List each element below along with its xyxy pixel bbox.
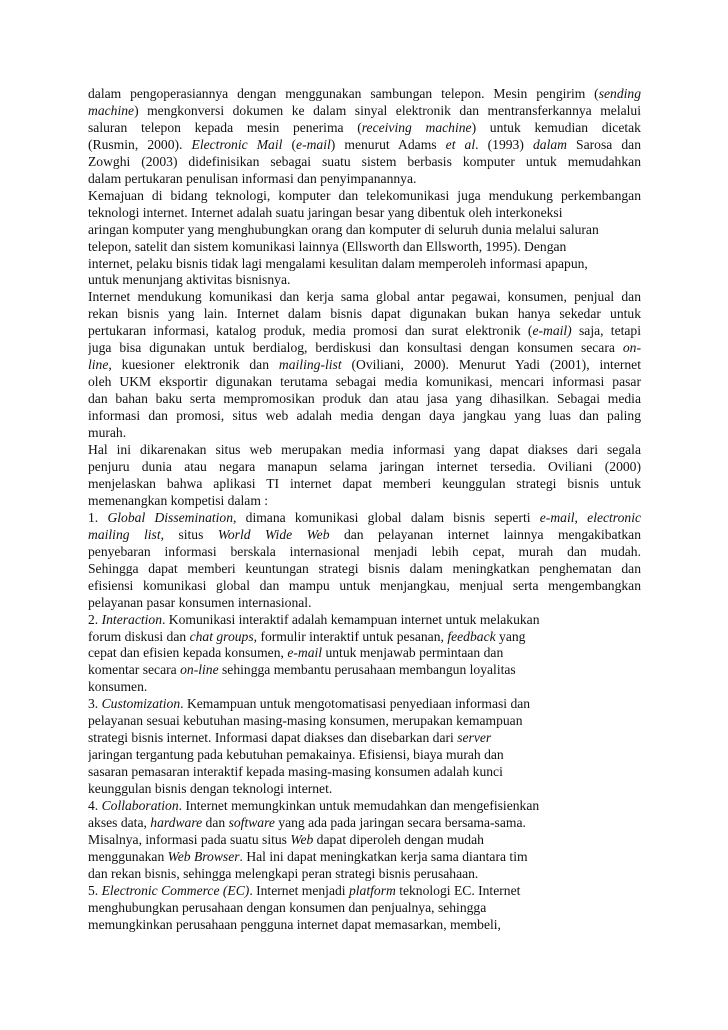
italic-text: Collaboration <box>101 798 179 814</box>
text-line <box>88 459 641 476</box>
body-text: . Kemampuan untuk mengotomatisasi penyediaan informasi dan <box>180 696 531 712</box>
italic-text: Web Browser <box>167 848 240 864</box>
body-text: , dimana komunikasi global dalam bisnis seperti <box>233 509 540 525</box>
text-line <box>88 662 641 679</box>
text-line <box>88 425 641 442</box>
body-text: dan bahan baku serta mempromosikan produk dan atau jasa yang dihasilkan. Sebagai media <box>88 391 641 407</box>
body-text: penyebaran informasi berskala internasional menjadi lebih cepat, murah dan mudah. <box>88 543 641 559</box>
body-text: menggunakan <box>88 848 168 864</box>
text-line <box>88 917 641 934</box>
body-text: dapat diperoleh dengan mudah <box>313 831 484 847</box>
body-text: menjelaskan bahwa aplikasi TI internet dapat memberi keunggulan strategi bisnis untuk <box>88 475 641 491</box>
italic-text: e-mail) <box>532 323 572 339</box>
italic-text: electronic <box>587 509 641 525</box>
italic-text: World Wide Web <box>217 526 330 542</box>
paragraph <box>88 883 641 934</box>
text-line <box>88 476 641 493</box>
body-text: menghubungkan perusahaan dengan konsumen dan penjualnya, sehingga <box>88 899 487 915</box>
text-line <box>88 205 641 222</box>
body-text: informasi dan promosi, situs web adalah media dengan daya jangkau yang luas dan paling <box>88 408 641 424</box>
text-line <box>88 340 641 357</box>
text-line <box>88 272 641 289</box>
text-line <box>88 578 641 595</box>
text-line <box>88 171 641 188</box>
paragraph <box>88 696 641 798</box>
text-line <box>88 86 641 103</box>
text-line <box>88 527 641 544</box>
body-text: sehingga membantu perusahaan membangun loyalitas <box>218 662 516 678</box>
italic-text: line <box>88 357 109 373</box>
body-text: untuk menunjang aktivitas bisnisnya. <box>88 272 291 288</box>
body-text: Misalnya, informasi pada suatu situs <box>88 831 291 847</box>
body-text: memungkinkan perusahaan pengguna internet dapat memasarkan, membeli, <box>88 916 501 932</box>
body-text: cepat dan efisien kepada konsumen, <box>88 645 288 661</box>
body-text: saja, tetapi <box>571 323 641 339</box>
italic-text: machine <box>88 102 135 118</box>
italic-text: platform <box>348 882 396 898</box>
body-text: Hal ini dikarenakan situs web merupakan media informasi yang dapat diakses dari segala <box>88 442 641 458</box>
body-text: 3. <box>88 696 102 712</box>
text-line <box>88 849 641 866</box>
italic-text: feedback <box>447 628 496 644</box>
body-text: telepon, satelit dan sistem komunikasi lainnya (Ellsworth dan Ellsworth, 1995). Dengan <box>88 238 567 254</box>
body-text: yang <box>495 628 526 644</box>
paragraph <box>88 612 641 697</box>
italic-text: et al <box>445 136 476 152</box>
body-text: dalam pertukaran penulisan informasi dan penyimpanannya. <box>88 170 417 186</box>
body-text: pelayanan sesuai kebutuhan masing-masing konsumen, merupakan kemampuan <box>88 713 523 729</box>
text-line <box>88 391 641 408</box>
text-line <box>88 645 641 662</box>
body-text: ( <box>282 136 297 152</box>
body-text: aringan komputer yang menghubungkan orang dan komputer di seluruh dunia melalui saluran <box>88 221 599 237</box>
text-line <box>88 900 641 917</box>
body-text: . (1993) <box>475 136 533 152</box>
text-line <box>88 798 641 815</box>
body-text: , <box>574 509 588 525</box>
body-text: oleh UKM eksportir digunakan terutama sebagai media komunikasi, mencari informasi pasar <box>88 374 641 390</box>
italic-text: on- <box>622 340 641 356</box>
italic-text: mailing list <box>88 526 161 542</box>
text-line <box>88 374 641 391</box>
italic-text: receiving machine <box>361 119 472 135</box>
text-line <box>88 188 641 205</box>
body-text: pertukaran informasi, katalog produk, media promosi dan surat elektronik ( <box>88 323 533 339</box>
body-text: dan pelayanan internet lainnya mengakibatkan <box>329 526 641 542</box>
italic-text: e-mail <box>287 645 323 661</box>
body-text: rekan bisnis yang lain. Internet dalam bisnis dapat digunakan bukan hanya sekedar untuk <box>88 306 641 322</box>
text-line <box>88 103 641 120</box>
body-text: konsumen. <box>88 679 148 695</box>
text-line <box>88 222 641 239</box>
italic-text: software <box>228 814 275 830</box>
italic-text: Electronic Commerce (EC) <box>101 882 250 898</box>
italic-text: chat groups <box>189 628 254 644</box>
italic-text: hardware <box>150 814 203 830</box>
italic-text: Web <box>290 831 314 847</box>
italic-text: e-mail <box>539 509 575 525</box>
text-line <box>88 357 641 374</box>
italic-text: Electronic Mail <box>191 136 283 152</box>
body-text: , situs <box>160 526 218 542</box>
italic-text: sending <box>598 86 641 101</box>
paragraph <box>88 798 641 883</box>
body-text: (Rusmin, 2000). <box>88 136 192 152</box>
text-line <box>88 730 641 747</box>
body-text: juga bisa digunakan untuk berdialog, berdiskusi dan konsultasi dengan konsumen secara <box>88 340 623 356</box>
italic-text: Global Dissemination <box>107 509 234 525</box>
body-text: memenangkan kompetisi dalam : <box>88 492 269 508</box>
text-line <box>88 408 641 425</box>
body-text: 4. <box>88 798 102 814</box>
text-line <box>88 120 641 137</box>
body-text: efisiensi komunikasi global dan mampu untuk menjangkau, menjual serta mengembangkan <box>88 577 641 593</box>
text-line <box>88 239 641 256</box>
text-line <box>88 544 641 561</box>
italic-text: Interaction <box>101 611 162 627</box>
document-page <box>88 86 641 934</box>
text-line <box>88 256 641 273</box>
text-line <box>88 612 641 629</box>
text-line <box>88 747 641 764</box>
body-text: pelayanan pasar konsumen internasional. <box>88 594 312 610</box>
text-line <box>88 289 641 306</box>
text-line <box>88 595 641 612</box>
text-line <box>88 323 641 340</box>
text-line <box>88 832 641 849</box>
text-line <box>88 442 641 459</box>
italic-text: server <box>457 730 492 746</box>
text-line <box>88 154 641 171</box>
paragraph <box>88 289 641 442</box>
body-text: saluran telepon kepada mesin penerima ( <box>88 119 362 135</box>
paragraph <box>88 510 641 612</box>
body-text: dan rekan bisnis, sehingga melengkapi peran strategi bisnis perusahaan. <box>88 865 479 881</box>
body-text: Sarosa dan <box>566 136 641 152</box>
text-line <box>88 781 641 798</box>
body-text: . Hal ini dapat meningkatkan kerja sama diantara tim <box>239 848 528 864</box>
text-line <box>88 866 641 883</box>
body-text: yang ada pada jaringan secara bersama-sama. <box>274 814 526 830</box>
body-text: teknologi internet. Internet adalah suatu jaringan besar yang dibentuk oleh interkoneksi <box>88 204 563 220</box>
body-text: jaringan tergantung pada kebutuhan pemakainya. Efisiensi, biaya murah dan <box>88 747 504 763</box>
body-text: , formulir interaktif untuk pesanan, <box>253 628 448 644</box>
body-text: Sehingga dapat memberi keuntungan strategi bisnis dalam meningkatkan penghematan dan <box>88 560 641 576</box>
body-text: forum diskusi dan <box>88 628 190 644</box>
italic-text: Customization <box>101 696 181 712</box>
body-text: ) mengkonversi dokumen ke dalam sinyal elektronik dan mentransferkannya melalui <box>134 102 641 118</box>
italic-text: e-mail <box>296 136 331 152</box>
body-text: komentar secara <box>88 662 181 678</box>
body-text: dan <box>202 814 229 830</box>
body-text: 5. <box>88 882 102 898</box>
paragraph <box>88 86 641 188</box>
body-text: ) menurut Adams <box>330 136 446 152</box>
text-line <box>88 679 641 696</box>
text-line <box>88 561 641 578</box>
body-text: akses data, <box>88 814 151 830</box>
text-line <box>88 764 641 781</box>
body-text: murah. <box>88 425 127 441</box>
body-text: keunggulan bisnis dengan teknologi internet. <box>88 781 333 797</box>
text-line <box>88 493 641 510</box>
body-text: Kemajuan di bidang teknologi, komputer dan telekomunikasi juga mendukung perkembangan <box>88 187 641 203</box>
text-line <box>88 815 641 832</box>
body-text: sasaran pemasaran interaktif kepada masing-masing konsumen adalah kunci <box>88 764 503 780</box>
body-text: . Internet memungkinkan untuk memudahkan dan mengefisienkan <box>178 798 540 814</box>
body-text: Internet mendukung komunikasi dan kerja sama global antar pegawai, konsumen, penjual dan <box>88 289 641 305</box>
body-text: internet, pelaku bisnis tidak lagi mengalami kesulitan dalam memperoleh informasi apapun, <box>88 255 588 271</box>
text-line <box>88 629 641 646</box>
italic-text: dalam <box>532 136 567 152</box>
text-line <box>88 306 641 323</box>
text-line <box>88 883 641 900</box>
paragraph <box>88 442 641 510</box>
body-text: teknologi EC. Internet <box>395 882 521 898</box>
italic-text: on-line <box>180 662 219 678</box>
text-line <box>88 137 641 154</box>
italic-text: mailing-list <box>278 357 342 373</box>
body-text: , kuesioner elektronik dan <box>108 357 279 373</box>
body-text: dalam pengoperasiannya dengan menggunakan sambungan telepon. Mesin pengirim ( <box>88 86 599 101</box>
body-text: ) untuk kemudian dicetak <box>471 119 641 135</box>
body-text: strategi bisnis internet. Informasi dapat diakses dan disebarkan dari <box>88 730 458 746</box>
text-line <box>88 696 641 713</box>
body-text: Zowghi (2003) didefinisikan sebagai suatu sistem berbasis komputer untuk memudahkan <box>88 153 641 169</box>
body-text: . Internet menjadi <box>249 882 349 898</box>
paragraph <box>88 188 641 290</box>
body-text: penjuru dunia atau negara manapun selama jaringan internet tersedia. Oviliani (2000) <box>88 458 641 474</box>
body-text: untuk menjawab permintaan dan <box>322 645 504 661</box>
body-text: (Oviliani, 2000). Menurut Yadi (2001), internet <box>341 357 641 373</box>
text-line <box>88 510 641 527</box>
body-text: 2. <box>88 611 102 627</box>
body-text: 1. <box>88 509 108 525</box>
text-line <box>88 713 641 730</box>
body-text: . Komunikasi interaktif adalah kemampuan internet untuk melakukan <box>162 611 540 627</box>
